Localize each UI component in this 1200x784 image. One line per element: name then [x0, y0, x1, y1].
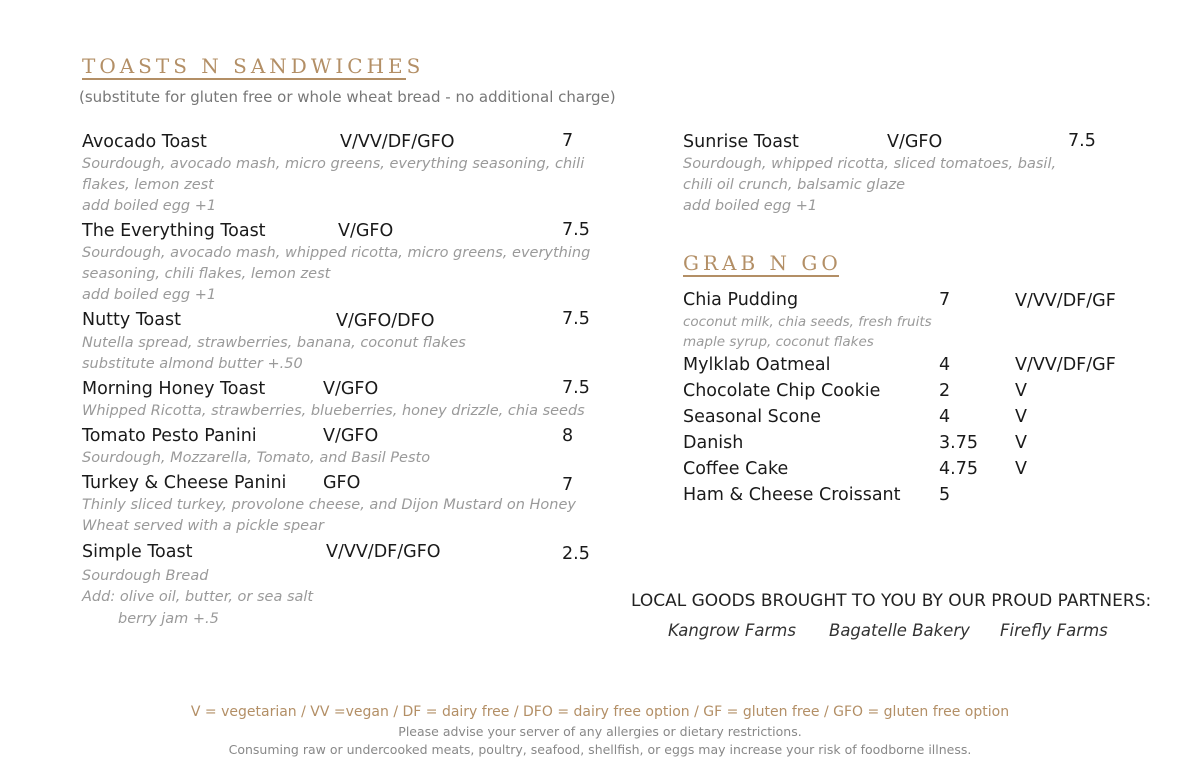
- grab-item-price: 5: [939, 485, 951, 505]
- toasts-section-title: TOASTS N SANDWICHES: [82, 54, 425, 78]
- grab-item-tags: V: [1015, 433, 1027, 453]
- partner-name: Kangrow Farms: [668, 621, 796, 640]
- menu-item-addon: add boiled egg +1: [683, 198, 818, 214]
- raw-food-warning: Consuming raw or undercooked meats, poultry, seafood, shellfish, or eggs may increase your risk of foodborne illness.: [228, 742, 972, 757]
- grab-item-name: Chia Pudding: [683, 290, 799, 310]
- menu-item-tags: V/GFO: [323, 426, 379, 446]
- menu-item-name: Sunrise Toast: [683, 132, 799, 152]
- grab-item-price: 4.75: [939, 459, 978, 479]
- menu-item-name: Nutty Toast: [82, 310, 181, 330]
- grab-item-tags: V: [1015, 381, 1027, 401]
- menu-item-price: 7: [562, 475, 574, 495]
- menu-item-price: 7.5: [562, 220, 590, 240]
- grab-item-name: Coffee Cake: [683, 459, 789, 479]
- toasts-subtitle: (substitute for gluten free or whole wheat bread - no additional charge): [79, 88, 616, 106]
- grab-item-name: Ham & Cheese Croissant: [683, 485, 901, 505]
- menu-item-description: Sourdough, whipped ricotta, sliced tomatoes, basil,: [683, 156, 1057, 172]
- grab-item-tags: V: [1015, 459, 1027, 479]
- menu-item-addon: substitute almond butter +.50: [82, 356, 303, 372]
- menu-item-tags: V/VV/DF/GFO: [340, 132, 455, 152]
- grab-item-price: 7: [939, 290, 951, 310]
- toasts-title-underline: [82, 78, 406, 80]
- partners-heading: LOCAL GOODS BROUGHT TO YOU BY OUR PROUD PARTNERS:: [631, 591, 1152, 611]
- menu-item-name: Simple Toast: [82, 542, 193, 562]
- allergy-note: Please advise your server of any allergies or dietary restrictions.: [398, 724, 802, 739]
- menu-item-description: Sourdough, avocado mash, micro greens, everything seasoning, chili: [82, 156, 585, 172]
- grab-item-tags: V/VV/DF/GF: [1015, 291, 1116, 311]
- menu-item-tags: V/VV/DF/GFO: [326, 542, 441, 562]
- menu-item-price: 2.5: [562, 544, 590, 564]
- menu-item-description: Nutella spread, strawberries, banana, coconut flakes: [82, 335, 466, 351]
- menu-item-addon: berry jam +.5: [118, 611, 219, 627]
- menu-item-description: Whipped Ricotta, strawberries, blueberries, honey drizzle, chia seeds: [82, 403, 585, 419]
- partner-name: Firefly Farms: [1000, 621, 1108, 640]
- grab-item-price: 4: [939, 407, 951, 427]
- menu-item-addon: add boiled egg +1: [82, 198, 217, 214]
- menu-item-description: chili oil crunch, balsamic glaze: [683, 177, 906, 193]
- grab-item-tags: V/VV/DF/GF: [1015, 355, 1116, 375]
- menu-item-description: Add: olive oil, butter, or sea salt: [82, 589, 314, 605]
- grab-item-price: 2: [939, 381, 951, 401]
- menu-item-description: Sourdough Bread: [82, 568, 209, 584]
- grab-item-description: maple syrup, coconut flakes: [683, 334, 874, 350]
- menu-item-tags: V/GFO/DFO: [336, 311, 435, 331]
- menu-item-description: Wheat served with a pickle spear: [82, 518, 324, 534]
- menu-item-price: 7.5: [562, 309, 590, 329]
- grab-item-name: Chocolate Chip Cookie: [683, 381, 881, 401]
- menu-item-tags: GFO: [323, 473, 361, 493]
- menu-item-price: 7.5: [562, 378, 590, 398]
- menu-item-price: 8: [562, 426, 574, 446]
- menu-item-name: Avocado Toast: [82, 132, 207, 152]
- grab-item-name: Seasonal Scone: [683, 407, 821, 427]
- menu-item-name: Turkey & Cheese Panini: [82, 473, 287, 493]
- menu-item-name: Morning Honey Toast: [82, 379, 266, 399]
- grab-item-name: Mylklab Oatmeal: [683, 355, 831, 375]
- dietary-legend: V = vegetarian / VV =vegan / DF = dairy free / DFO = dairy free option / GF = gluten free / GFO = gluten free option: [190, 704, 1010, 720]
- menu-item-tags: V/GFO: [887, 132, 943, 152]
- grab-item-name: Danish: [683, 433, 744, 453]
- grab-item-price: 3.75: [939, 433, 978, 453]
- menu-item-price: 7.5: [1068, 131, 1096, 151]
- menu-item-description: Thinly sliced turkey, provolone cheese, and Dijon Mustard on Honey: [82, 497, 576, 513]
- menu-item-description: Sourdough, avocado mash, whipped ricotta, micro greens, everything: [82, 245, 591, 261]
- menu-item-tags: V/GFO: [323, 379, 379, 399]
- grab-item-price: 4: [939, 355, 951, 375]
- partner-name: Bagatelle Bakery: [829, 621, 970, 640]
- grab-item-description: coconut milk, chia seeds, fresh fruits: [683, 314, 932, 330]
- grab-title-underline: [683, 275, 839, 277]
- menu-item-description: Sourdough, Mozzarella, Tomato, and Basil Pesto: [82, 450, 431, 466]
- menu-item-tags: V/GFO: [338, 221, 394, 241]
- grab-item-tags: V: [1015, 407, 1027, 427]
- menu-item-description: seasoning, chili flakes, lemon zest: [82, 266, 331, 282]
- menu-item-description: flakes, lemon zest: [82, 177, 214, 193]
- menu-item-name: The Everything Toast: [82, 221, 266, 241]
- grab-section-title: GRAB N GO: [683, 251, 842, 275]
- menu-item-name: Tomato Pesto Panini: [82, 426, 257, 446]
- menu-item-price: 7: [562, 131, 574, 151]
- menu-item-addon: add boiled egg +1: [82, 287, 217, 303]
